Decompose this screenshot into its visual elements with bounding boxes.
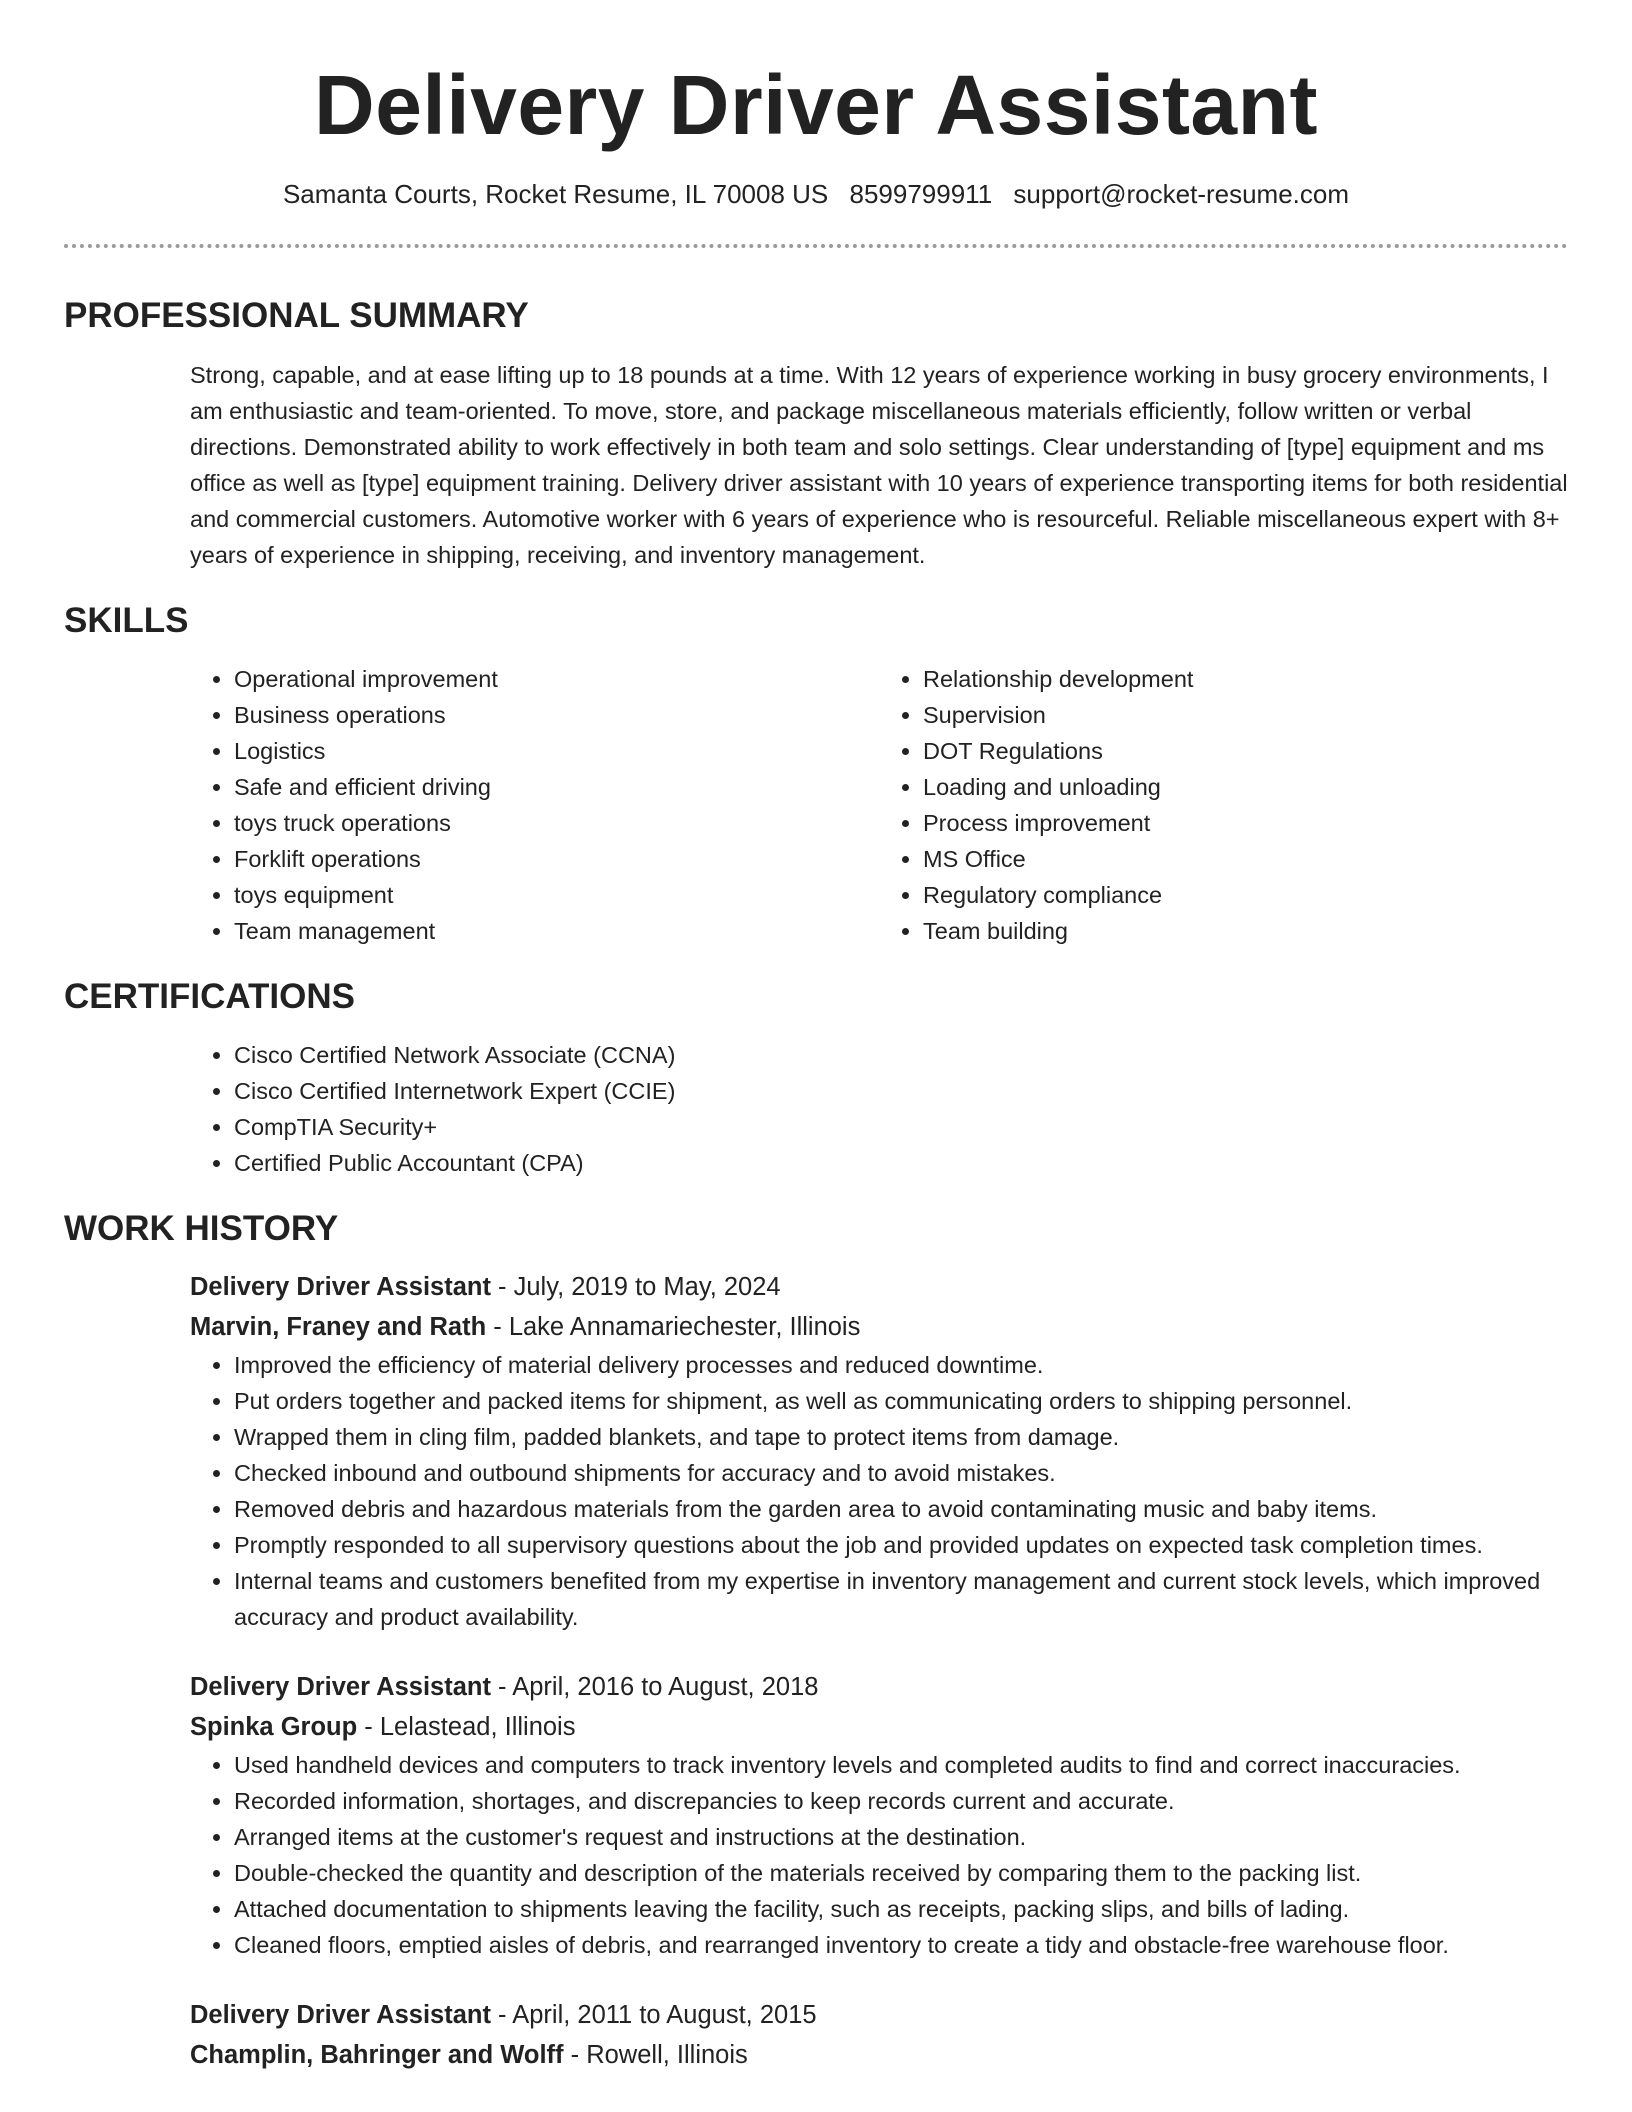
job-bullet: • Recorded information, shortages, and discrepancies to keep records current and accurate. — [234, 1783, 1568, 1819]
skill-item: • Loading and unloading — [923, 769, 1568, 805]
skill-item: • MS Office — [923, 841, 1568, 877]
contact-address: Samanta Courts, Rocket Resume, IL 70008 US — [282, 179, 829, 209]
job-company-line — [190, 1707, 1568, 1747]
skill-item: • Team management — [234, 913, 879, 949]
skill-item: • Relationship development — [923, 661, 1568, 697]
job-bullet: • Put orders together and packed items for shipment, as well as communicating orders to shipping personnel. — [234, 1383, 1568, 1419]
job-role: Delivery Driver Assistant — [190, 1273, 491, 1301]
certification-item: • Cisco Certified Network Associate (CCNA) — [234, 1037, 1568, 1073]
resume-name-heading: Delivery Driver Assistant — [314, 58, 1318, 152]
job-company: Marvin, Franey and Rath — [190, 1313, 487, 1341]
job-bullet: • Wrapped them in cling film, padded blankets, and tape to protect items from damage. — [234, 1419, 1568, 1455]
job-title-line — [190, 1667, 1568, 1707]
certifications-section — [64, 975, 1568, 1181]
certification-item: • Cisco Certified Internetwork Expert (CCIE) — [234, 1073, 1568, 1109]
job-location: - Lelastead, Illinois — [357, 1713, 576, 1741]
job-bullets — [190, 1747, 1568, 1963]
job-title-line — [190, 1267, 1568, 1307]
job-dates: - July, 2019 to May, 2024 — [490, 1273, 781, 1301]
job-bullet: • Double-checked the quantity and description of the materials received by comparing them to the packing list. — [234, 1855, 1568, 1891]
certification-item: • CompTIA Security+ — [234, 1109, 1568, 1145]
job-title-line — [190, 1995, 1568, 2035]
summary-heading: PROFESSIONAL SUMMARY — [64, 296, 529, 335]
job-entry — [190, 1995, 1568, 2075]
job-bullets — [190, 1347, 1568, 1635]
job-role: Delivery Driver Assistant — [190, 2001, 491, 2029]
job-bullet: • Attached documentation to shipments leaving the facility, such as receipts, packing slips, and bills of lading. — [234, 1891, 1568, 1927]
job-location: - Rowell, Illinois — [563, 2041, 748, 2069]
job-bullet: • Removed debris and hazardous materials from the garden area to avoid contaminating music and baby items. — [234, 1491, 1568, 1527]
job-bullet: • Promptly responded to all supervisory questions about the job and provided updates on expected task completion times. — [234, 1527, 1568, 1563]
job-bullet: • Improved the efficiency of material delivery processes and reduced downtime. — [234, 1347, 1568, 1383]
skill-item: • Safe and efficient driving — [234, 769, 879, 805]
skill-item: • Operational improvement — [234, 661, 879, 697]
job-bullet: • Checked inbound and outbound shipments for accuracy and to avoid mistakes. — [234, 1455, 1568, 1491]
work-history-section — [64, 1207, 1568, 2075]
summary-text: Strong, capable, and at ease lifting up to 18 pounds at a time. With 12 years of experience working in busy grocery environments, I am enthusiastic and team-oriented. To move, store, and package miscellaneous materials efficiently, follow written or verbal directions. Demonstrated ability to work effectively in both team and solo settings. Clear understanding of [type] equipment and ms office as well as [type] equipment training. Delivery driver assistant with 10 years of experience transporting items for both residential and commercial customers. Automotive worker with 6 years of experience who is resourceful. Reliable miscellaneous expert with 8+ years of experience in shipping, receiving, and inventory management. — [190, 362, 1568, 568]
summary-section — [64, 294, 1568, 573]
certification-item: • Certified Public Accountant (CPA) — [234, 1145, 1568, 1181]
skills-section — [64, 599, 1568, 949]
work-history-heading: WORK HISTORY — [64, 1209, 339, 1248]
skill-item: • Supervision — [923, 697, 1568, 733]
job-location: - Lake Annamariechester, Illinois — [486, 1313, 861, 1341]
skills-list-left — [190, 661, 879, 949]
job-entry — [190, 1667, 1568, 1963]
skill-item: • Business operations — [234, 697, 879, 733]
skill-item: • toys truck operations — [234, 805, 879, 841]
job-dates: - April, 2011 to August, 2015 — [490, 2001, 817, 2029]
job-company-line — [190, 1307, 1568, 1347]
job-bullet: • Arranged items at the customer's request and instructions at the destination. — [234, 1819, 1568, 1855]
skills-list-right — [879, 661, 1568, 949]
job-role: Delivery Driver Assistant — [190, 1673, 491, 1701]
skill-item: • Process improvement — [923, 805, 1568, 841]
contact-phone: 8599799911 — [849, 179, 993, 209]
skills-heading: SKILLS — [64, 601, 189, 640]
contact-line — [64, 178, 1568, 210]
skills-grid — [190, 661, 1568, 949]
certifications-heading: CERTIFICATIONS — [64, 977, 356, 1016]
header-divider — [64, 244, 1568, 248]
job-bullet: • Used handheld devices and computers to track inventory levels and completed audits to find and correct inaccuracies. — [234, 1747, 1568, 1783]
skill-item: • DOT Regulations — [923, 733, 1568, 769]
certifications-list — [190, 1037, 1568, 1181]
job-dates: - April, 2016 to August, 2018 — [490, 1673, 819, 1701]
job-company-line — [190, 2035, 1568, 2075]
skill-item: • Regulatory compliance — [923, 877, 1568, 913]
skill-item: • Forklift operations — [234, 841, 879, 877]
skill-item: • toys equipment — [234, 877, 879, 913]
job-company: Champlin, Bahringer and Wolff — [190, 2041, 564, 2069]
job-company: Spinka Group — [190, 1713, 358, 1741]
job-entry — [190, 1267, 1568, 1635]
skill-item: • Logistics — [234, 733, 879, 769]
contact-email[interactable]: support@rocket-resume.com — [1013, 179, 1350, 209]
job-bullet: • Internal teams and customers benefited from my expertise in inventory management and current stock levels, which improved accuracy and product availability. — [234, 1563, 1568, 1635]
resume-page — [64, 0, 1568, 2075]
skill-item: • Team building — [923, 913, 1568, 949]
job-bullet: • Cleaned floors, emptied aisles of debris, and rearranged inventory to create a tidy and obstacle-free warehouse floor. — [234, 1927, 1568, 1963]
